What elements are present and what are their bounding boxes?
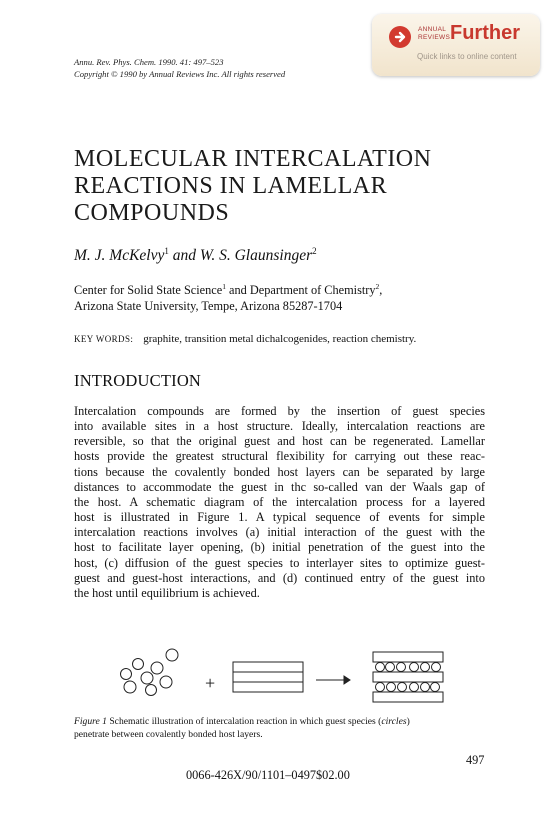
paragraph-line: the host. A schematic diagram of the intercalation process for a layered xyxy=(74,494,485,509)
authors: M. J. McKelvy$^1$ and W. S. Glaunsinger$^2$ xyxy=(74,246,317,265)
paragraph-line: guest and guest-host interactions, and (d) continued entry of the guest into xyxy=(74,570,485,585)
reaction-arrow xyxy=(316,676,350,684)
figure-1-schematic xyxy=(110,640,490,720)
plus-sign: + xyxy=(205,673,216,693)
section-heading: INTRODUCTION xyxy=(74,371,202,390)
page-number: 497 xyxy=(466,753,485,767)
paragraph-line: tions because the covalently bonded host layers can be separated by large xyxy=(74,464,485,479)
paragraph-line: hosts provide the greatest structural flexibility for carrying out these reac- xyxy=(74,449,485,464)
keywords-text: graphite, transition metal dichalcogenides, reaction chemistry. xyxy=(143,333,417,345)
article-title: MOLECULAR INTERCALATION REACTIONS IN LAMELLAR COMPOUNDS xyxy=(74,146,432,226)
badge-further-label: Further xyxy=(450,22,520,44)
badge-brand-small: ANNUAL REVIEWS xyxy=(418,26,451,41)
intercalated-product xyxy=(373,652,443,702)
badge-subtitle: Quick links to online content xyxy=(417,52,517,61)
paragraph-line: the host until equilibrium is achieved. xyxy=(74,585,260,600)
keywords xyxy=(74,333,416,345)
caption-label: Figure 1 xyxy=(74,716,107,727)
further-badge[interactable] xyxy=(372,14,540,76)
affiliation: Center for Solid State Science$^1$ and Department of Chemistry$^2$, Arizona State University, Tempe, Arizona 85287-1704 xyxy=(74,282,383,314)
paragraph-line: host is illustrated in Figure 1. A typical sequence of events for simple xyxy=(74,510,485,525)
guest-species-circles xyxy=(121,649,179,696)
annual-reviews-logo-icon xyxy=(388,25,412,49)
paragraph-line: host, (c) diffusion of the guest species to interlayer sites to optimize guest- xyxy=(74,555,485,570)
paragraph-line: host to facilitate layer opening, (b) initial penetration of the guest into the xyxy=(74,540,485,555)
publication-code: 0066-426X/90/1101–0497$02.00 xyxy=(186,768,350,782)
figure-caption: Figure 1 Schematic illustration of intercalation reaction in which guest species (circles) penetrate between covalently bonded host layers. xyxy=(74,716,410,740)
journal-citation xyxy=(74,56,285,80)
citation-line: Annu. Rev. Phys. Chem. 1990. 41: 497–523 xyxy=(74,57,224,67)
intro-paragraph xyxy=(74,404,485,601)
paragraph-line: into available sites in a host structure. Ideally, intercalation reactions are xyxy=(74,419,485,434)
copyright-line: Copyright © 1990 by Annual Reviews Inc. All rights reserved xyxy=(74,69,286,79)
paragraph-line: distances to accommodate the guest in thc so-called van der Waals gap of xyxy=(74,479,485,494)
host-layers xyxy=(233,662,303,692)
paragraph-line: Intercalation compounds are formed by the insertion of guest species xyxy=(74,404,485,418)
keywords-label: KEY WORDS: xyxy=(74,334,134,344)
paragraph-line: intercalation reactions involves (a) initial interaction of the guest with the xyxy=(74,525,485,540)
paragraph-line: reversible, so that the original guest and host can be regenerated. Lamellar xyxy=(74,434,485,449)
